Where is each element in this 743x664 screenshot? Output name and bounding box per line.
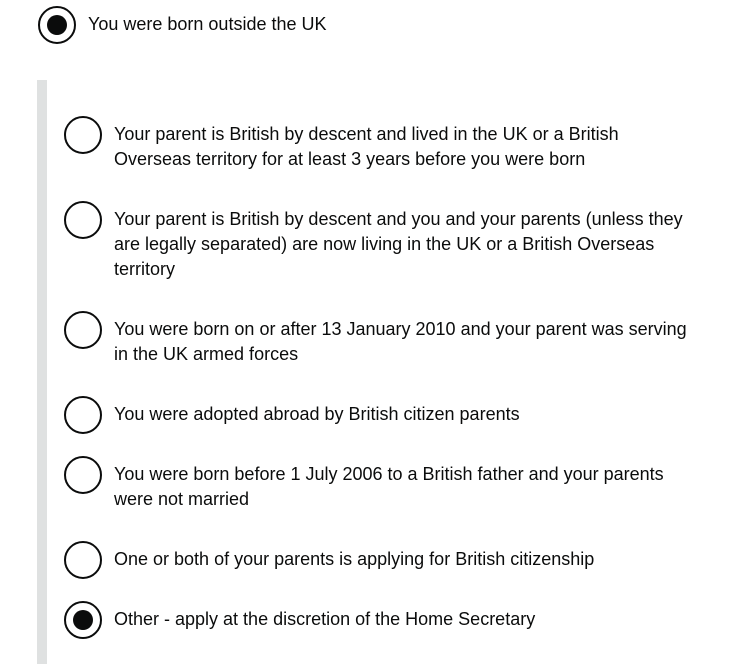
sub-option-label[interactable]: You were born before 1 July 2006 to a British father and your parents were not married <box>114 464 664 509</box>
sub-option-label[interactable]: Your parent is British by descent and lived in the UK or a British Overseas territory for at least 3 years before you were born <box>114 124 619 169</box>
sub-option-other-home-secretary[interactable] <box>64 601 694 639</box>
sub-option-label[interactable]: Your parent is British by descent and you and your parents (unless they are legally separated) are now living in the UK or a British Overseas territory <box>114 209 683 279</box>
conditional-reveal-border <box>37 80 47 664</box>
sub-option-label[interactable]: You were adopted abroad by British citizen parents <box>114 404 520 424</box>
sub-option-radio[interactable] <box>64 201 102 239</box>
born-outside-uk-label[interactable]: You were born outside the UK <box>88 14 327 34</box>
sub-option-radio[interactable] <box>64 116 102 154</box>
sub-option-parents-living-uk[interactable] <box>64 201 694 282</box>
sub-option-adopted-abroad[interactable] <box>64 396 694 434</box>
sub-option-radio[interactable] <box>64 456 102 494</box>
born-outside-uk-radio[interactable] <box>38 6 76 44</box>
born-outside-uk-option[interactable] <box>38 6 327 44</box>
sub-option-radio[interactable] <box>64 601 102 639</box>
sub-option-radio[interactable] <box>64 396 102 434</box>
sub-option-label[interactable]: You were born on or after 13 January 2010 and your parent was serving in the UK armed forces <box>114 319 687 364</box>
sub-option-british-father-unmarried[interactable] <box>64 456 694 512</box>
sub-option-radio[interactable] <box>64 311 102 349</box>
sub-option-label[interactable]: One or both of your parents is applying for British citizenship <box>114 549 595 569</box>
sub-option-parent-lived-uk-3-years[interactable] <box>64 116 694 172</box>
sub-option-armed-forces[interactable] <box>64 311 694 367</box>
sub-option-radio[interactable] <box>64 541 102 579</box>
sub-option-label[interactable]: Other - apply at the discretion of the Home Secretary <box>114 609 536 629</box>
sub-option-parents-applying[interactable] <box>64 541 694 579</box>
